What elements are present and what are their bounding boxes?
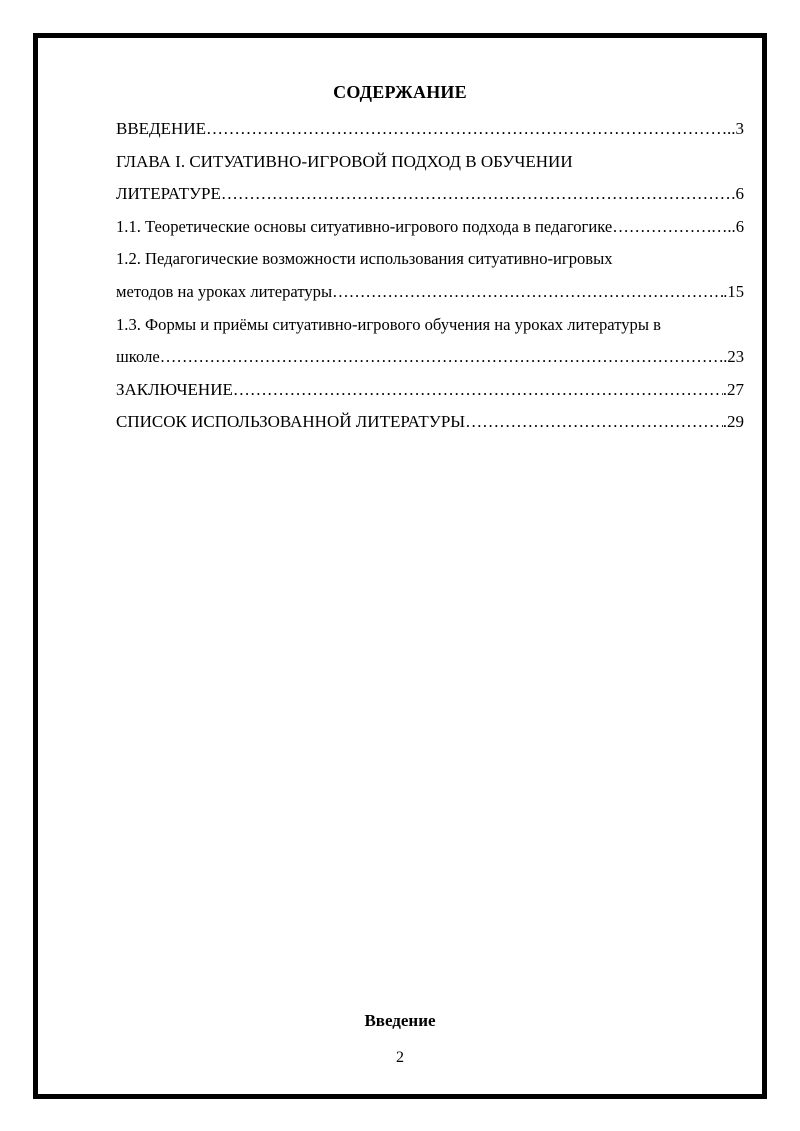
- toc-entry-chapter-1-line-1[interactable]: [116, 146, 744, 179]
- toc-entry-chapter-1-line-2[interactable]: [116, 178, 744, 211]
- toc-entry-text: методов на уроках литературы: [116, 281, 333, 301]
- page-number: 2: [396, 1049, 404, 1066]
- toc-entry-introduction[interactable]: [116, 113, 744, 146]
- toc-entry-text: СПИСОК ИСПОЛЬЗОВАННОЙ ЛИТЕРАТУРЫ: [116, 412, 466, 432]
- next-section-heading: Введение: [364, 1011, 436, 1030]
- toc-dot-leader: [160, 341, 719, 374]
- toc-dot-leader: [233, 374, 723, 407]
- toc-entry-section-1-2-line-2[interactable]: [116, 276, 744, 309]
- toc-entry-section-1-2-line-1[interactable]: [116, 243, 744, 276]
- toc-entry-conclusion[interactable]: [116, 374, 744, 407]
- toc-dot-leader: [221, 178, 731, 211]
- toc-entry-text: ГЛАВА I. СИТУАТИВНО-ИГРОВОЙ ПОДХОД В ОБУЧЕНИИ: [116, 151, 573, 171]
- toc-page-number: ..3: [727, 119, 744, 138]
- toc-dot-leader: [612, 211, 711, 244]
- toc-entry-section-1-1[interactable]: [116, 211, 744, 244]
- toc-dot-leader: [206, 113, 727, 146]
- toc-entry-section-1-3-line-1[interactable]: [116, 309, 744, 342]
- toc-entry-text: 1.3. Формы и приёмы ситуативно-игрового обучения на уроках литературы в: [116, 314, 661, 334]
- toc-page-number: .15: [723, 281, 744, 301]
- toc-entry-text: 1.2. Педагогические возможности использования ситуативно-игровых: [116, 249, 613, 269]
- toc-entry-bibliography[interactable]: [116, 406, 744, 439]
- toc-entry-text: 1.1. Теоретические основы ситуативно-игрового подхода в педагогике: [116, 216, 613, 236]
- toc-dot-leader: [332, 276, 723, 309]
- toc-page-number: .6: [731, 184, 744, 204]
- toc-entry-text: ЛИТЕРАТУРЕ: [116, 184, 221, 204]
- table-of-contents: [116, 113, 744, 439]
- toc-page-number: …..6: [710, 216, 744, 236]
- toc-dot-leader: [465, 406, 723, 439]
- toc-page-number: .27: [722, 379, 744, 399]
- toc-entry-section-1-3-line-2[interactable]: [116, 341, 744, 374]
- toc-entry-text: школе: [116, 347, 160, 367]
- toc-entry-text: ЗАКЛЮЧЕНИЕ: [116, 379, 233, 399]
- toc-page-number: ..23: [719, 347, 744, 367]
- toc-page-number: .29: [722, 412, 744, 432]
- document-page: [33, 33, 767, 1099]
- toc-entry-text: ВВЕДЕНИЕ: [116, 119, 206, 138]
- page-title: СОДЕРЖАНИЕ: [333, 82, 467, 102]
